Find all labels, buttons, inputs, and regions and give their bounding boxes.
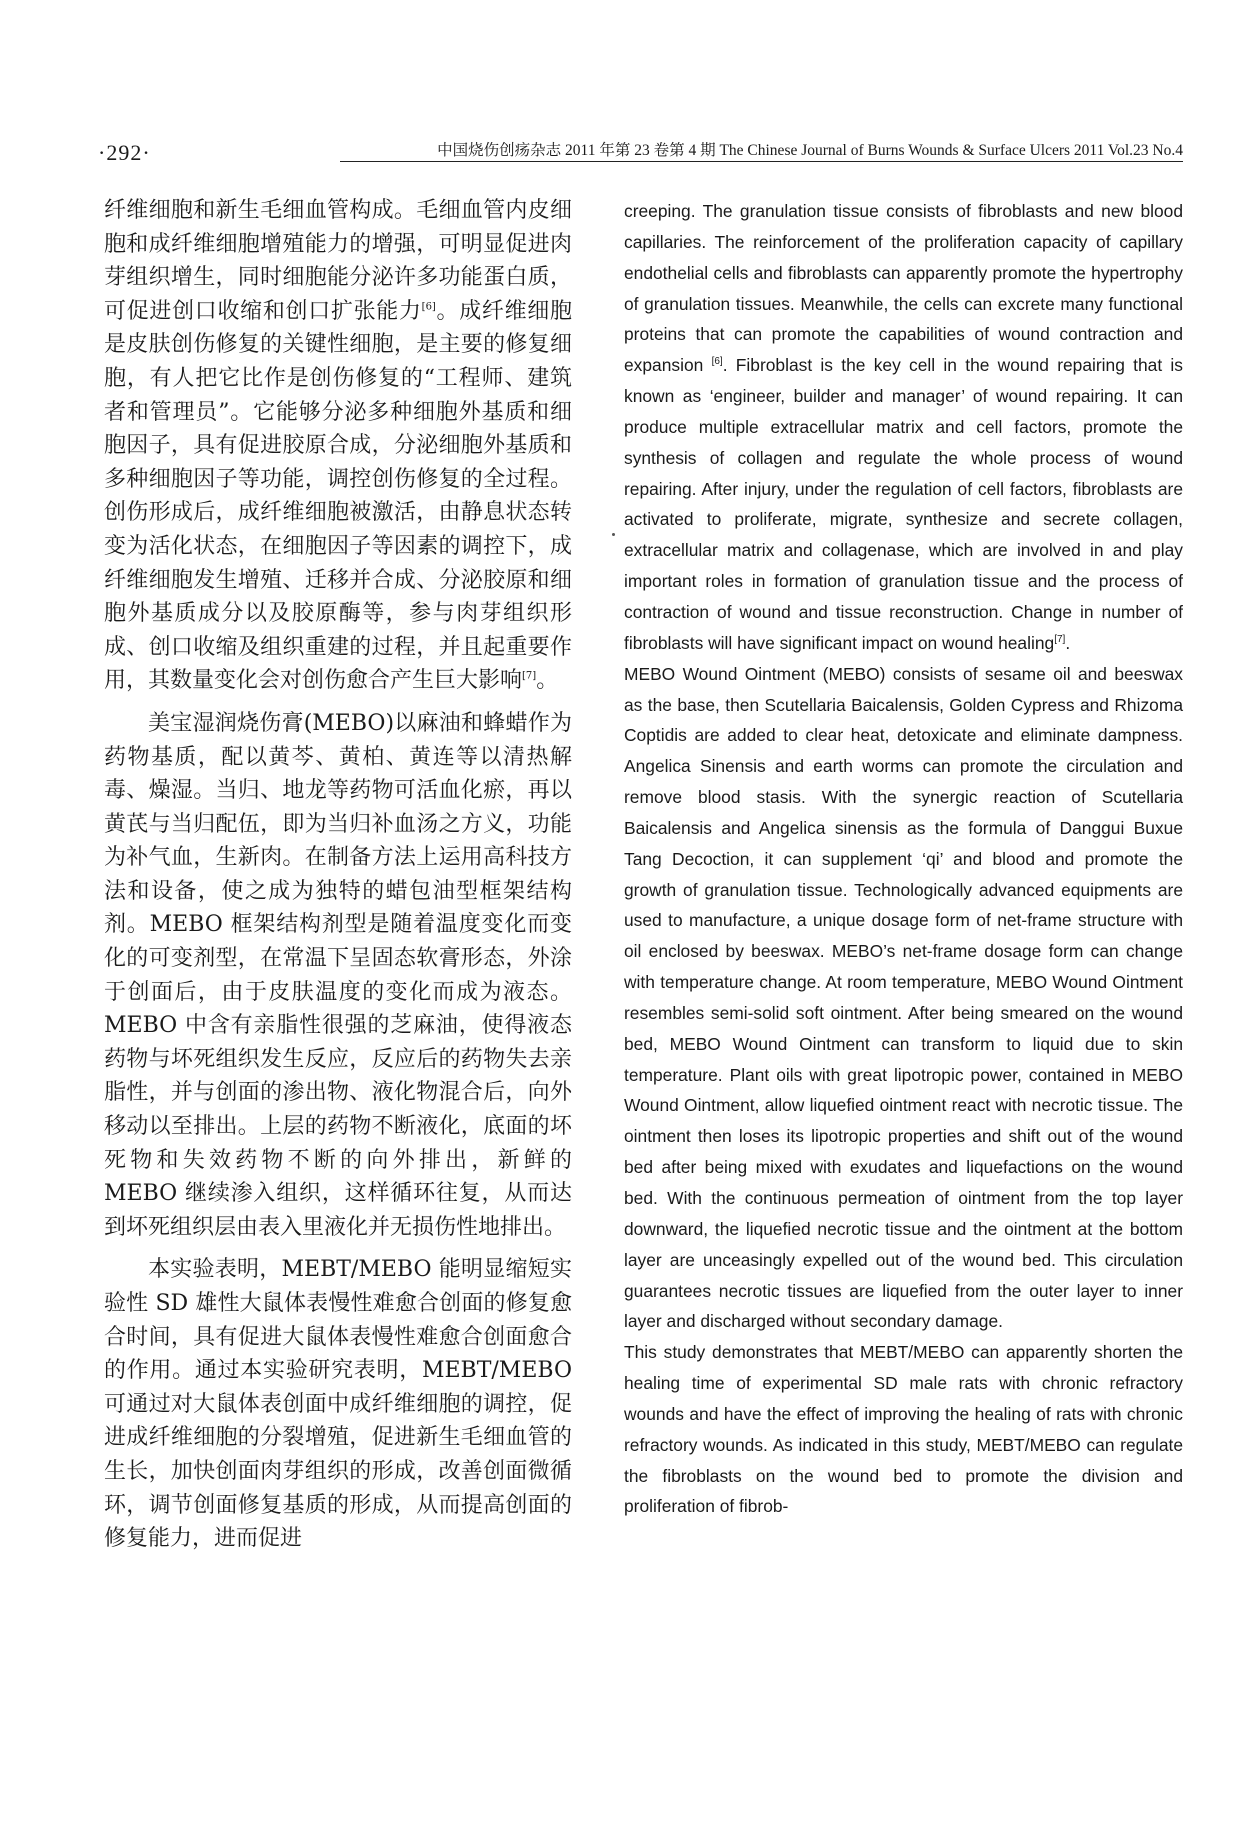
- english-paragraph-3: This study demonstrates that MEBT/MEBO can apparently shorten the healing time of experimental SD male rats with chronic refractory wounds and have the effect of improving the healing of rats with chronic refractory wounds. As indicated in this study, MEBT/MEBO can regulate the fibroblasts on the wound bed to promote the division and proliferation of fibrob-: [624, 1342, 1183, 1517]
- citation-6: [6]: [711, 356, 723, 368]
- chinese-paragraph-2: 美宝湿润烧伤膏(MEBO)以麻油和蜂蜡作为药物基质，配以黄芩、黄柏、黄连等以清热解毒、燥湿。当归、地龙等药物可活血化瘀，再以黄芪与当归配伍，即为当归补血汤之方义，功能为补气血，生新肉。在制备方法上运用高科技方法和设备，使之成为独特的蜡包油型框架结构剂。MEBO 框架结构剂型是随着温度变化而变化的可变剂型，在常温下呈固态软膏形态，外涂于创面后，由于皮肤温度的变化而成为液态。MEBO 中含有亲脂性很强的芝麻油，使得液态药物与坏死组织发生反应，反应后的药物失去亲脂性，并与创面的渗出物、液化物混合后，向外移动以至排出。上层的药物不断液化，底面的坏死物和失效药物不断的向外排出，新鲜的 MEBO 继续渗入组织，这样循环往复，从而达到坏死组织层由表入里液化并无损伤性地排出。: [104, 710, 572, 1240]
- scan-mark: [612, 533, 615, 536]
- english-p1-text-b: . Fibroblast is the key cell in the wound repairing that is known as ‘engineer, builder and manager’ of wound repairing. It can produce multiple extracellular matrix and cell factors, promote the synthesis of collagen and regulate the whole process of wound repairing. After injury, under the regulation of cell factors, fibroblasts are activated to proliferate, migrate, synthesize and secrete collagen, extracellular matrix and collagenase, which are involved in and play important roles in formation of granulation tissue and the process of contraction of wound and tissue reconstruction. Change in number of fibroblasts will have significant impact on wound healing: [624, 355, 1183, 653]
- english-p1-text-a: creeping. The granulation tissue consists of fibroblasts and new blood capillaries. The reinforcement of the proliferation capacity of capillary endothelial cells and fibroblasts can apparently promote the hypertrophy of granulation tissues. Meanwhile, the cells can excrete many functional proteins that can promote the capabilities of wound contraction and expansion: [624, 201, 1183, 376]
- chinese-paragraph-1: [104, 194, 572, 698]
- chinese-p1-text-b: 。成纤维细胞是皮肤创伤修复的关键性细胞，是主要的修复细胞，有人把它比作是创伤修复的“工程师、建筑者和管理员”。它能够分泌多种细胞外基质和细胞因子，具有促进胶原合成，分泌细胞外基质和多种细胞因子等功能，调控创伤修复的全过程。创伤形成后，成纤维细胞被激活，由静息状态转变为活化状态，在细胞因子等因素的调控下，成纤维细胞发生增殖、迁移并合成、分泌胶原和细胞外基质成分以及胶原酶等，参与肉芽组织形成、创口收缩及组织重建的过程，并且起重要作用，其数量变化会对创伤愈合产生巨大影响: [104, 298, 572, 694]
- citation-6: [6]: [421, 301, 436, 313]
- chinese-p1-text-c: 。: [536, 668, 559, 694]
- citation-7: [7]: [522, 670, 537, 682]
- english-column: [624, 196, 1183, 1522]
- header-rule: [340, 161, 1183, 162]
- citation-7: [7]: [1054, 634, 1066, 646]
- running-header: 中国烧伤创疡杂志 2011 年第 23 卷第 4 期 The Chinese Journal of Burns Wounds & Surface Ulcers 2011 Vol.23 No.4: [437, 142, 1183, 159]
- english-p1-text-c: .: [1065, 632, 1071, 653]
- chinese-paragraph-3: 本实验表明，MEBT/MEBO 能明显缩短实验性 SD 雄性大鼠体表慢性难愈合创面的修复愈合时间，具有促进大鼠体表慢性难愈合创面愈合的作用。通过本实验研究表明，MEBT/MEBO 可通过对大鼠体表创面中成纤维细胞的调控，促进成纤维细胞的分裂增殖，促进新生毛细血管的生长，加快创面肉芽组织的形成，改善创面微循环，调节创面修复基质的形成，从而提高创面的修复能力，进而促进: [104, 1257, 572, 1552]
- chinese-p1-text-a: 纤维细胞和新生毛细血管构成。毛细血管内皮细胞和成纤维细胞增殖能力的增强，可明显促进肉芽组织增生，同时细胞能分泌许多功能蛋白质，可促进创口收缩和创口扩张能力: [104, 198, 572, 324]
- chinese-column: [104, 194, 572, 1565]
- english-paragraph-2: MEBO Wound Ointment (MEBO) consists of sesame oil and beeswax as the base, then Scutellaria Baicalensis, Golden Cypress and Rhizoma Coptidis are added to clear heat, detoxicate and eliminate dampness. Angelica Sinensis and earth worms can promote the circulation and remove blood stasis. With the synergic reaction of Scutellaria Baicalensis and Angelica sinensis as the formula of Danggui Buxue Tang Decoction, it can supplement ‘qi’ and blood and promote the growth of granulation tissue. Technologically advanced equipments are used to manufacture, a unique dosage form of net-frame structure with oil enclosed by beeswax. MEBO’s net-frame dosage form can change with temperature change. At room temperature, MEBO Wound Ointment resembles semi-solid soft ointment. After being smeared on the wound bed, MEBO Wound Ointment can transform to liquid due to skin temperature. Plant oils with great lipotropic power, contained in MEBO Wound Ointment, allow liquefied ointment react with necrotic tissue. The ointment then loses its lipotropic properties and shift out of the wound bed after being mixed with exudates and liquefactions on the wound bed. With the continuous permeation of ointment from the top layer downward, the liquefied necrotic tissue and the ointment at the bottom layer are unceasingly expelled out of the wound bed. This circulation guarantees necrotic tissues are liquefied from the outer layer to inner layer and discharged without secondary damage.: [624, 663, 1183, 1332]
- english-paragraph-1: [624, 196, 1183, 659]
- page-number: ·292·: [98, 140, 151, 165]
